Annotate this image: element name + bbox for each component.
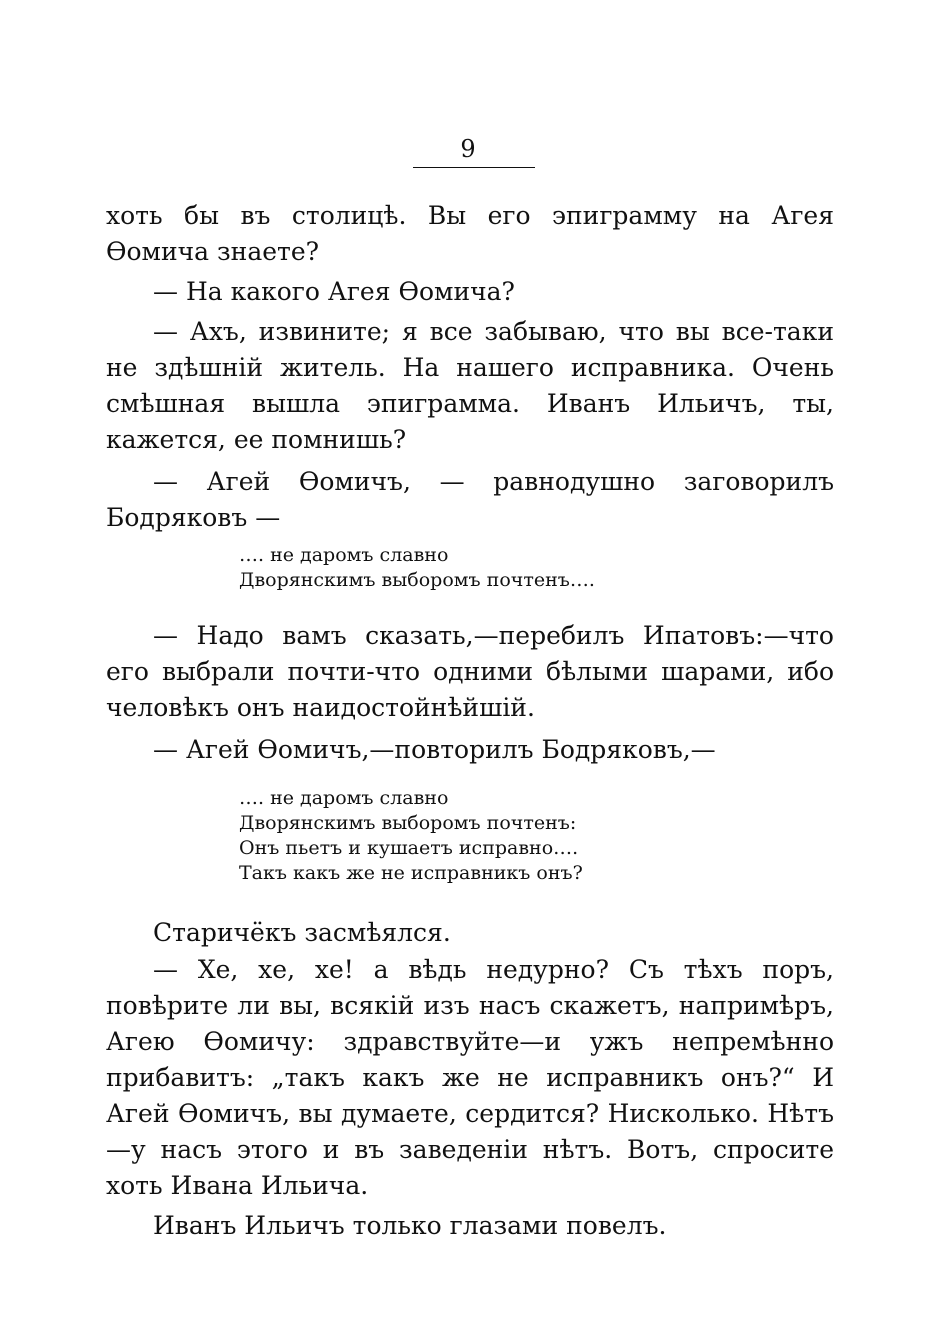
paragraph: — Хе, хе, хе! а вѣдь недурно? Съ тѣхъ поръ, повѣрите ли вы, всякій изъ насъ скажетъ, напримѣръ, Агею Өомичу: здравствуйте—и ужъ непремѣнно прибавитъ: „такъ какъ же не исправникъ онъ?“ И Агей Өомичъ, вы думаете, сердится? Нисколько. Нѣтъ—у насъ этого и въ заведеніи нѣтъ. Вотъ, спросите хоть Ивана Ильича. (106, 955, 834, 1200)
verse-line: Дворянскимъ выборомъ почтенъ…. (239, 569, 595, 591)
paragraph: — На какого Агея Өомича? (153, 277, 515, 306)
text-block-2 (106, 618, 834, 768)
verse-1 (239, 543, 595, 593)
verse-line: Такъ какъ же не исправникъ онъ? (239, 862, 583, 884)
paragraph: Иванъ Ильичъ только глазами повелъ. (153, 1211, 667, 1240)
paragraph: хоть бы въ столицѣ. Вы его эпиграмму на Агея Өомича знаете? (106, 201, 834, 266)
page-number: 9 (460, 135, 476, 163)
paragraph: — Надо вамъ сказать,—перебилъ Ипатовъ:—что его выбрали почти-что одними бѣлыми шарами, ибо человѣкъ онъ наидостойнѣйшій. (106, 621, 834, 722)
verse-line: Онъ пьетъ и кушаетъ исправно…. (239, 837, 579, 859)
verse-line: …. не даромъ славно (239, 787, 449, 809)
header-rule (413, 167, 535, 168)
verse-line: Дворянскимъ выборомъ почтенъ: (239, 812, 577, 834)
text-block-3 (106, 915, 834, 1244)
text-block-1 (106, 198, 834, 536)
paragraph: — Ахъ, извините; я все забываю, что вы все-таки не здѣшній житель. На нашего исправника. Очень смѣшная вышла эпиграмма. Иванъ Ильичъ, ты, кажется, ее помнишь? (106, 317, 834, 454)
paragraph: — Агей Өомичъ,—повторилъ Бодряковъ,— (153, 735, 716, 764)
paragraph: — Агей Өомичъ, — равнодушно заговорилъ Бодряковъ — (106, 467, 834, 532)
verse-line: …. не даромъ славно (239, 544, 449, 566)
verse-2 (239, 786, 583, 886)
paragraph: Старичёкъ засмѣялся. (153, 918, 451, 947)
